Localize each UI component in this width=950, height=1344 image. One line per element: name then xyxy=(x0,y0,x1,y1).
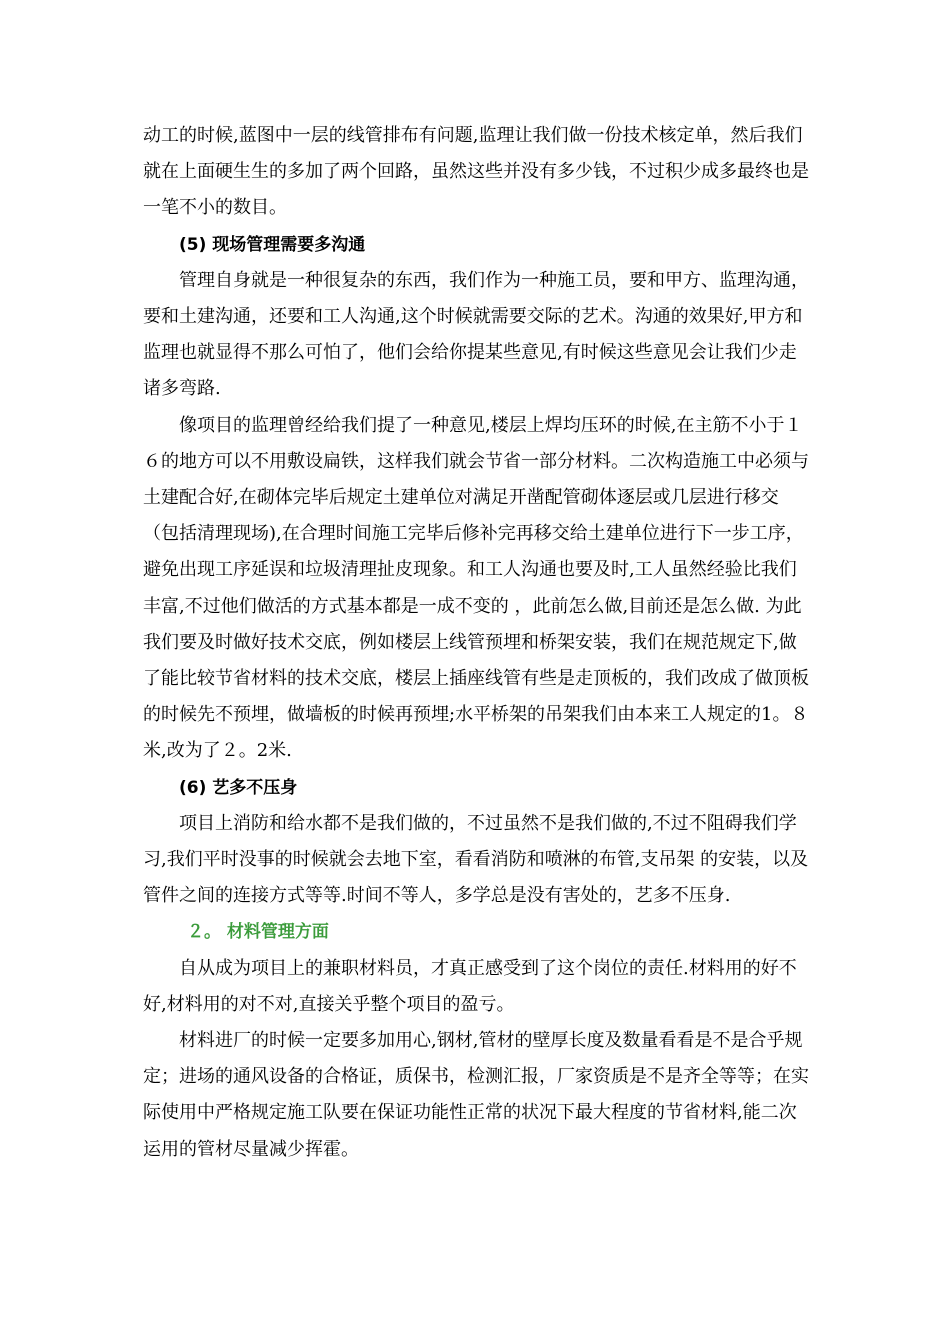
paragraph-5b: 像项目的监理曾经给我们提了一种意见,楼层上焊均压环的时候,在主筋不小于１６的地方可以不用敷设扁铁，这样我们就会节省一部分材料。二次构造施工中必须与土建配合好,在砌体完毕后规定土建单位对满足开凿配管砌体逐层或几层进行移交（包括清理现场),在合理时间施工完毕后修补完再移交给土建单位进行下一步工序，避免出现工序延误和垃圾清理扯皮现象。和工人沟通也要及时,工人虽然经验比我们丰富,不过他们做活的方式基本都是一成不变的 ，此前怎么做,目前还是怎么做. 为此我们要及时做好技术交底，例如楼层上线管预埋和桥架安装，我们在规范规定下,做了能比较节省材料的技术交底，楼层上插座线管有些是走顶板的，我们改成了做顶板的时候先不预埋，做墙板的时候再预埋;水平桥架的吊架我们由本来工人规定的1。８米,改为了２。2米. xyxy=(143,414,809,762)
section-heading-6: (6) 艺多不压身 xyxy=(179,777,298,798)
section-heading-5: (5) 现场管理需要多沟通 xyxy=(179,234,366,255)
paragraph-intro: 动工的时候,蓝图中一层的线管排布有问题,监理让我们做一份技术核定单，然后我们就在上面硬生生的多加了两个回路，虽然这些并没有多少钱，不过积少成多最终也是一笔不小的数目。 xyxy=(143,125,809,219)
paragraph-2a: 自从成为项目上的兼职材料员，才真正感受到了这个岗位的责任.材料用的好不好,材料用的对不对,直接关乎整个项目的盈亏。 xyxy=(143,957,797,1015)
document-body xyxy=(143,118,809,1168)
paragraph-5a: 管理自身就是一种很复杂的东西，我们作为一种施工员，要和甲方、监理沟通，要和土建沟通，还要和工人沟通,这个时候就需要交际的艺术。沟通的效果好,甲方和监理也就显得不那么可怕了，他们会给你提某些意见,有时候这些意见会让我们少走诸多弯路. xyxy=(143,269,809,400)
paragraph-6: 项目上消防和给水都不是我们做的，不过虽然不是我们做的,不过不阻碍我们学习,我们平时没事的时候就会去地下室，看看消防和喷淋的布管,支吊架 的安装，以及管件之间的连接方式等等.时间不等人，多学总是没有害处的，艺多不压身. xyxy=(143,812,809,907)
paragraph-2b: 材料进厂的时候一定要多加用心,钢材,管材的壁厚长度及数量看看是不是合乎规定；进场的通风设备的合格证，质保书，检测汇报，厂家资质是不是齐全等等；在实际使用中严格规定施工队要在保证功能性正常的状况下最大程度的节省材料,能二次运用的管材尽量减少挥霍。 xyxy=(143,1030,809,1160)
section-heading-2: ２。 材料管理方面 xyxy=(187,922,329,943)
